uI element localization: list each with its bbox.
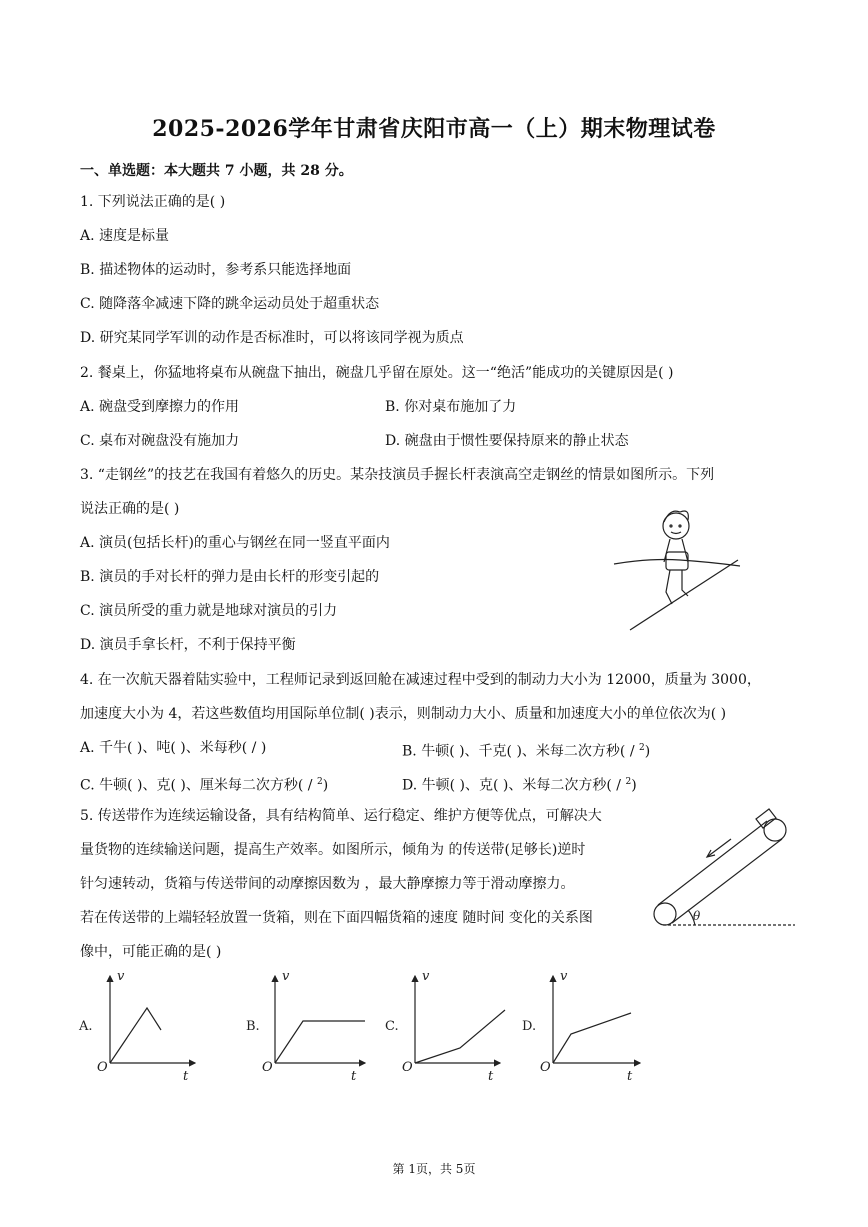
graph-c-v-axis-label: v [422,969,430,984]
q2-option-b: B. 你对桌布施加了力 [385,399,517,415]
q3-option-c: C. 演员所受的重力就是地球对演员的引力 [80,603,338,619]
graph-c-t-axis-label: t [488,1069,494,1084]
graph-a-label: A. [79,1019,93,1034]
graph-a-t-axis-label: t [183,1069,189,1084]
q4-stem-line1: 4. 在一次航天器着陆实验中，工程师记录到返回舱在减速过程中受到的制动力大小为 12000，质量为 3000， [80,672,761,688]
q5-line4: 若在传送带的上端轻轻放置一货箱，则在下面四幅货箱的速度 随时间 变化的关系图 [80,910,593,926]
graph-d-origin-label: O [540,1060,551,1075]
q4-option-b [402,738,650,762]
q5-line1: 5. 传送带作为连续运输设备，具有结构简单、运行稳定、维护方便等优点，可解决大 [80,808,602,824]
q5-line5: 像中，可能正确的是( ) [80,944,222,960]
graph-a-v-axis-label: v [117,969,125,984]
section-heading: 一、单选题：本大题共 7 小题，共 28 分。 [80,163,353,179]
graph-c-label: C. [385,1019,399,1034]
q4-option-a: A. 千牛( )、吨( )、米每秒( / ) [80,740,267,756]
conveyor-belt-figure [645,802,795,932]
q4-option-b-end: ) [644,743,651,760]
q3-option-b: B. 演员的手对长杆的弹力是由长杆的形变引起的 [80,569,380,585]
page-footer: 第 1页，共 5页 [392,1162,476,1176]
q2-option-a: A. 碗盘受到摩擦力的作用 [80,399,240,415]
q3-stem-line2: 说法正确的是( ) [80,501,180,517]
q4-option-b-sup: 2 [639,743,645,753]
q2-stem: 2. 餐桌上，你猛地将桌布从碗盘下抽出，碗盘几乎留在原处。这一“绝活”能成功的关键原因是( ) [80,365,674,381]
q4-option-c-text: C. 牛顿( )、克( )、厘米每二次方秒( / [80,777,317,794]
q5-line2: 量货物的连续输送问题，提高生产效率。如图所示，倾角为 的传送带(足够长)逆时 [80,842,586,858]
q1-option-c: C. 随降落伞减速下降的跳伞运动员处于超重状态 [80,296,380,312]
page-title: 2025-2026学年甘肃省庆阳市高一（上）期末物理试卷 [152,116,716,142]
angle-theta-label: θ [693,909,701,923]
q4-option-d-text: D. 牛顿( )、克( )、米每二次方秒( / [402,777,626,794]
q4-option-c-sup: 2 [316,777,323,787]
graph-b-origin-label: O [262,1060,273,1075]
graph-a-origin-label: O [97,1060,108,1075]
q4-option-d-sup: 2 [625,777,632,787]
q1-option-d: D. 研究某同学军训的动作是否标准时，可以将该同学视为质点 [80,330,464,346]
vt-graph-options [75,968,655,1088]
q3-option-a: A. 演员(包括长杆)的重心与钢丝在同一竖直平面内 [80,535,390,551]
q4-option-d-end: ) [631,777,637,794]
q2-option-d: D. 碗盘由于惯性要保持原来的静止状态 [385,433,629,449]
graph-d-t-axis-label: t [627,1069,633,1084]
tightrope-walker-figure [610,500,750,635]
q4-option-c-end: ) [322,777,329,794]
q4-option-d [402,772,637,796]
graph-b-t-axis-label: t [351,1069,357,1084]
graph-c-origin-label: O [402,1060,413,1075]
q4-stem-line2: 加速度大小为 4，若这些数值均用国际单位制( )表示，则制动力大小、质量和加速度大小的单位依次为( ) [80,706,727,722]
q3-option-d: D. 演员手拿长杆，不利于保持平衡 [80,637,296,653]
q4-option-c [80,772,328,796]
q1-option-b: B. 描述物体的运动时，参考系只能选择地面 [80,262,352,278]
q4-option-b-text: B. 牛顿( )、千克( )、米每二次方秒( / [402,743,640,760]
q3-stem-line1: 3. “走钢丝”的技艺在我国有着悠久的历史。某杂技演员手握长杆表演高空走钢丝的情景如图所示。下列 [80,467,715,483]
graph-d-v-axis-label: v [560,969,568,984]
q1-option-a: A. 速度是标量 [80,228,170,244]
graph-b-v-axis-label: v [282,969,290,984]
graph-b-label: B. [246,1019,260,1034]
q1-stem: 1. 下列说法正确的是( ) [80,194,226,210]
graph-d-label: D. [522,1019,537,1034]
q5-line3: 针匀速转动，货箱与传送带间的动摩擦因数为 ，最大静摩擦力等于滑动摩擦力。 [80,876,575,892]
q2-option-c: C. 桌布对碗盘没有施加力 [80,433,240,449]
